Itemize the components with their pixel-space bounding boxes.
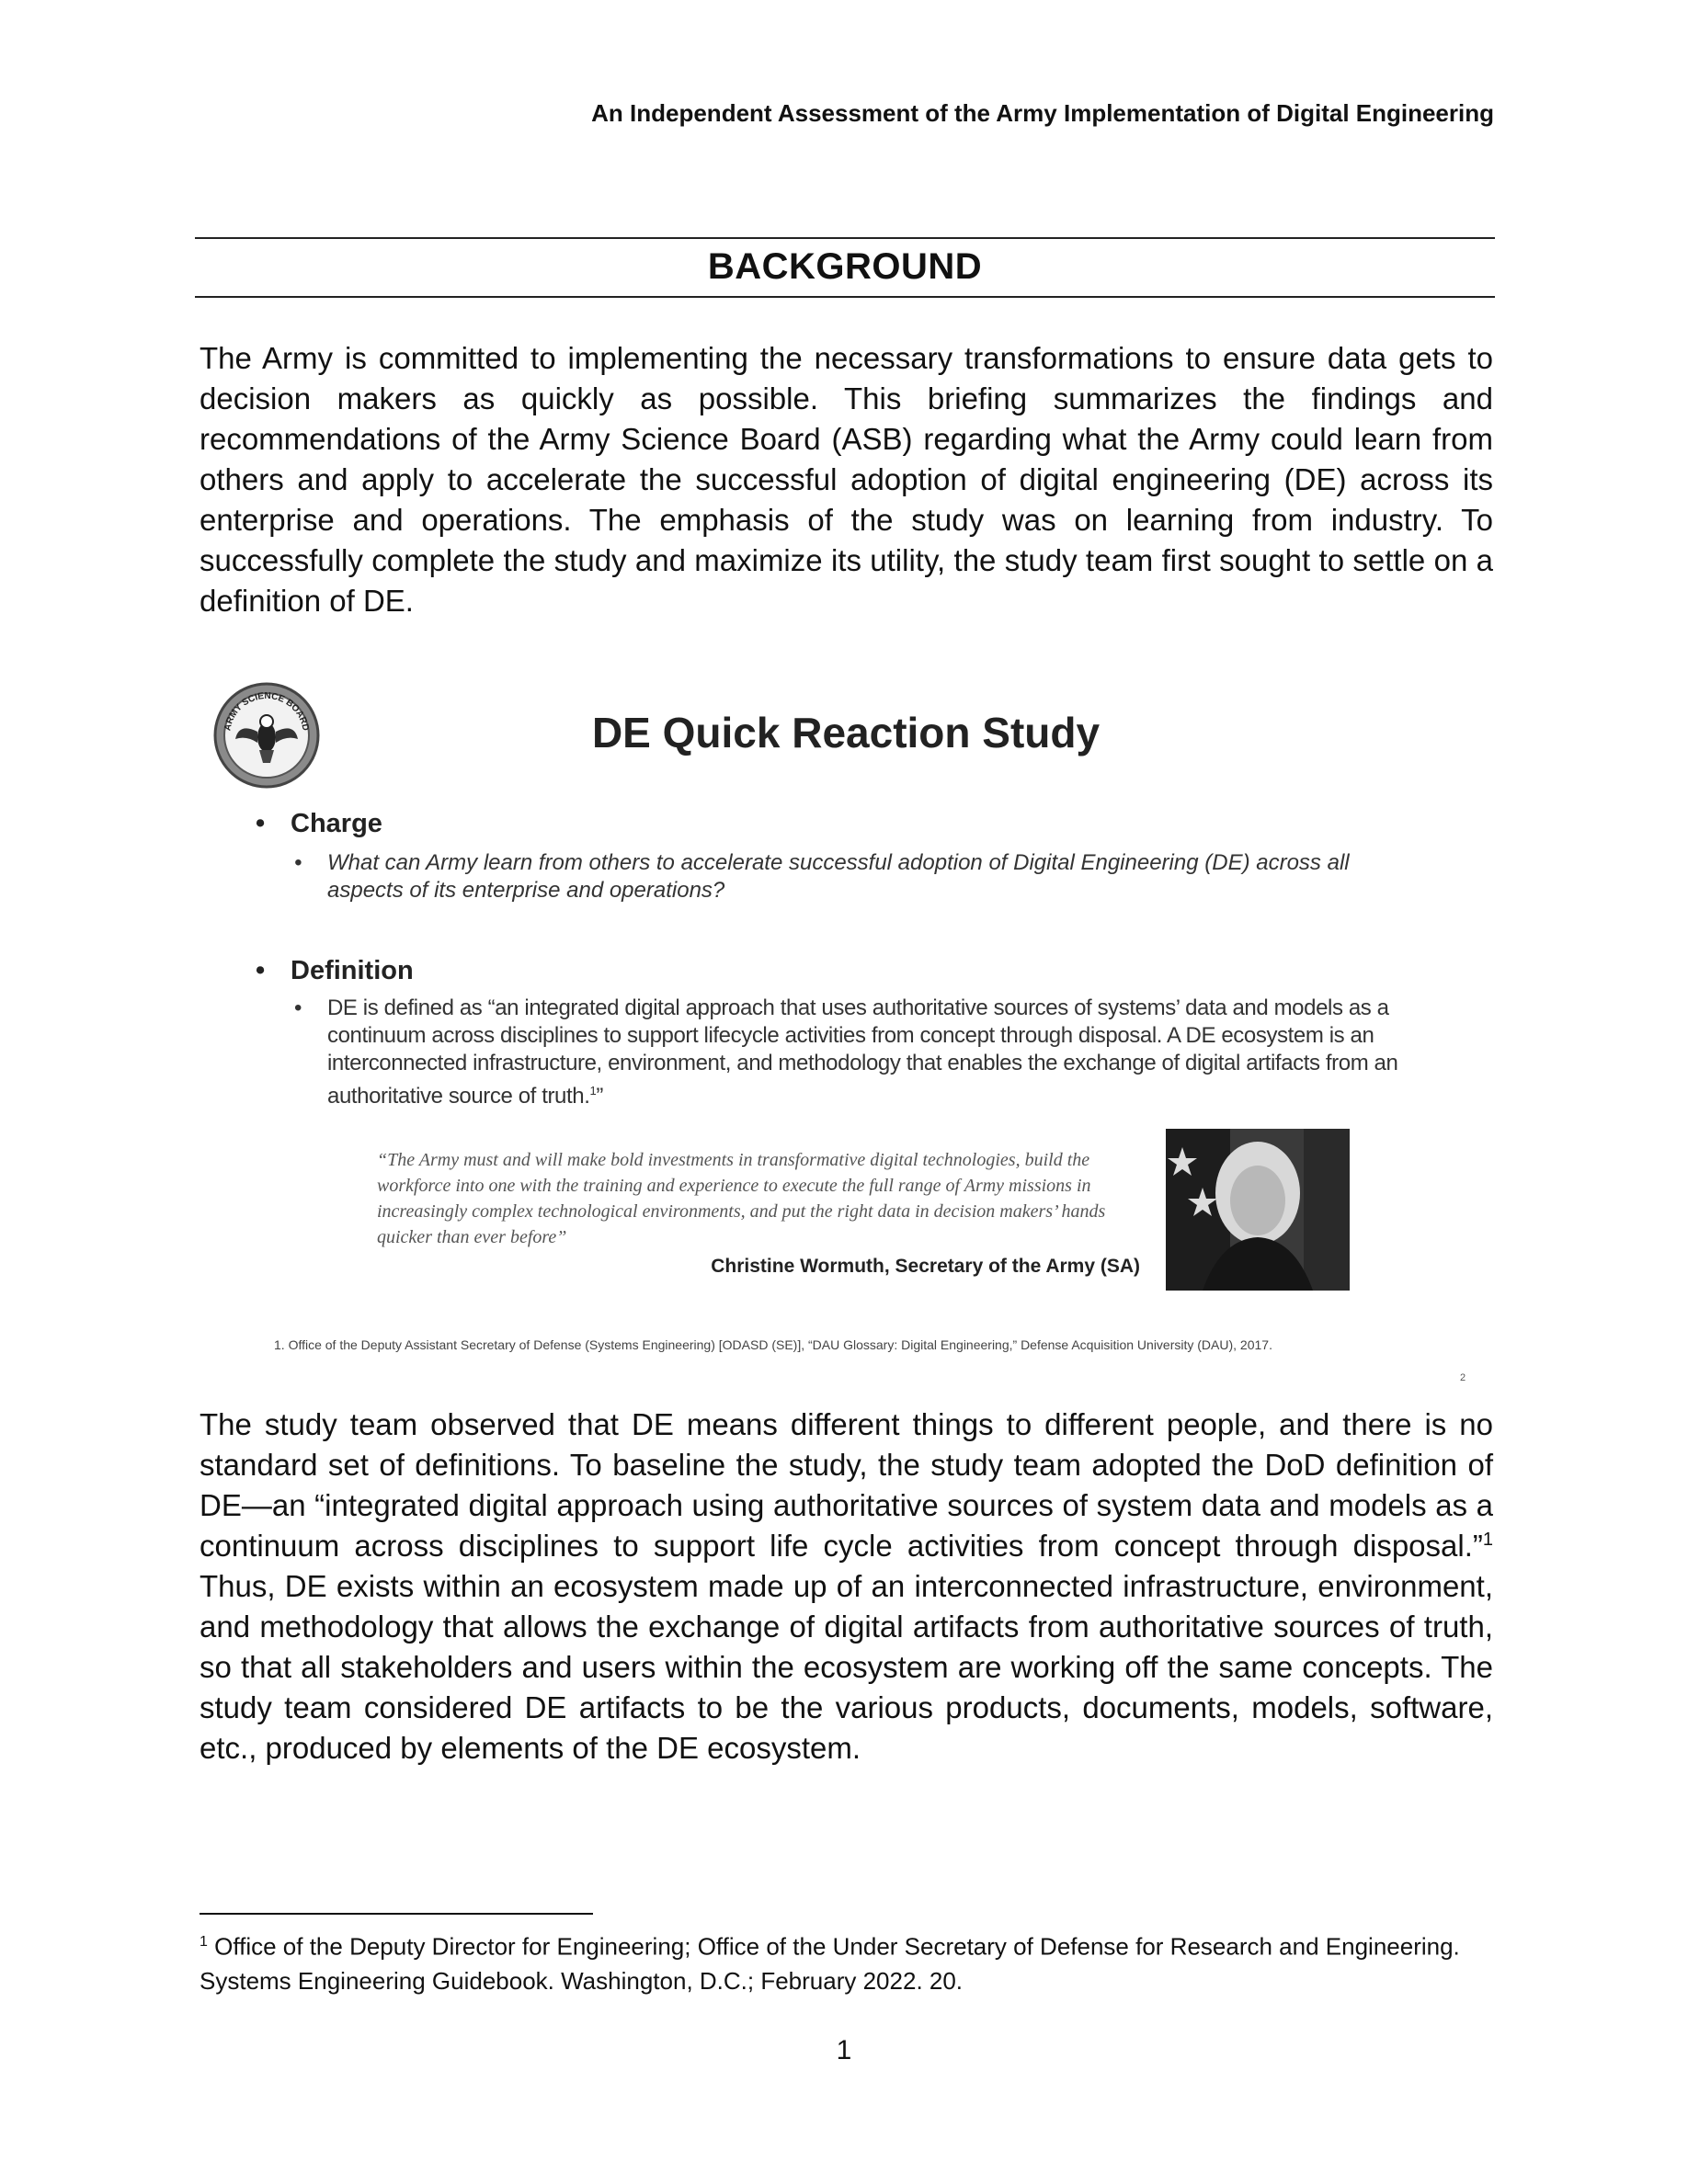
- seal-text: ARMY SCIENCE BOARD: [222, 690, 311, 732]
- definition-bullet: • Definition: [256, 956, 414, 985]
- definition-item: • DE is defined as “an integrated digital approach that uses authoritative sources of systems’ data and models as a continuum across disciplines to support lifecycle activities from concept through disposal. A DE ecosystem is an interconnected infrastructure, environment, and methodology that enables the exchange of digital artifacts from an authoritative source of truth.$^1$”: [294, 995, 1398, 1109]
- footnote-text: Office of the Deputy Director for Engineering; Office of the Under Secretary of Defense for Research and Engineering. Systems Engineering Guidebook. Washington, D.C.; February 2022. 20.: [200, 1932, 1460, 1995]
- section-title: BACKGROUND: [707, 246, 983, 287]
- footnote-separator: [200, 1913, 593, 1915]
- embedded-slide: [193, 660, 1499, 1395]
- charge-item: • What can Army learn from others to accelerate successful adoption of Digital Engineering (DE) across all aspects of its enterprise and operations?: [294, 850, 1350, 903]
- definition-ref: 1: [589, 1084, 597, 1098]
- body-paragraph-text: The study team observed that DE means different things to different people, and there is no standard set of definitions. To baseline the study, the study team adopted the DoD definition of DE—an “integrated digital approach using authoritative sources of system data and models as a continuum across disciplines to support life cycle activities from concept through disposal.”: [200, 1407, 1493, 1563]
- charge-text: What can Army learn from others to accelerate successful adoption of Digital Engineering (DE) across all aspects of its enterprise and operations?: [327, 850, 1350, 903]
- title-top-rule: [195, 237, 1495, 239]
- sa-quote: “The Army must and will make bold investments in transformative digital technologies, build the workforce into one with the training and experience to execute the full range of Army missions in increasingly complex technological environments, and put the right data in decision makers’ hands quicker than ever before”: [377, 1150, 1106, 1247]
- body-paragraph: [200, 1405, 1493, 1769]
- slide-title: DE Quick Reaction Study: [591, 709, 1101, 756]
- footnote: [200, 1925, 1505, 1998]
- intro-paragraph: The Army is committed to implementing the necessary transformations to ensure data gets to decision makers as quickly as possible. This briefing summarizes the findings and recommendations of the Army Science Board (ASB) regarding what the Army could learn from others and apply to accelerate the successful adoption of digital engineering (DE) across its enterprise and operations. The emphasis of the study was on learning from industry. To successfully complete the study and maximize its utility, the study team first sought to settle on a definition of DE.: [200, 341, 1493, 618]
- page-number: 1: [836, 2035, 852, 2065]
- footnote-marker: 1: [200, 1934, 208, 1950]
- footnote-reference: 1: [1482, 1530, 1493, 1550]
- body-paragraph-continued: Thus, DE exists within an ecosystem made up of an interconnected infrastructure, environment, and methodology that allows the exchange of digital artifacts from authoritative sources of truth, so that all stakeholders and users within the ecosystem are working off the same concepts. The study team considered DE artifacts to be the various products, documents, models, software, etc., produced by elements of the DE ecosystem.: [200, 1569, 1493, 1765]
- slide-page-number: 2: [1460, 1372, 1466, 1383]
- charge-heading: Charge: [291, 809, 382, 838]
- title-bottom-rule: [195, 296, 1495, 298]
- definition-text: DE is defined as “an integrated digital approach that uses authoritative sources of systems’ data and models as a continuum across disciplines to support lifecycle activities from concept through disposal. A DE ecosystem is an interconnected infrastructure, environment, and methodology that enables the exchange of digital artifacts from an authoritative source of truth.: [327, 995, 1398, 1109]
- quote-attribution: Christine Wormuth, Secretary of the Army (SA): [711, 1256, 1140, 1277]
- running-header: An Independent Assessment of the Army Implementation of Digital Engineering: [591, 99, 1494, 127]
- secretary-portrait: [1166, 1129, 1350, 1291]
- charge-bullet: • Charge: [256, 809, 382, 838]
- slide-footnote: 1. Office of the Deputy Assistant Secretary of Defense (Systems Engineering) [ODASD (SE)], “DAU Glossary: Digital Engineering,” Defense Acquisition University (DAU), 2017.: [274, 1337, 1272, 1352]
- definition-heading: Definition: [291, 956, 414, 985]
